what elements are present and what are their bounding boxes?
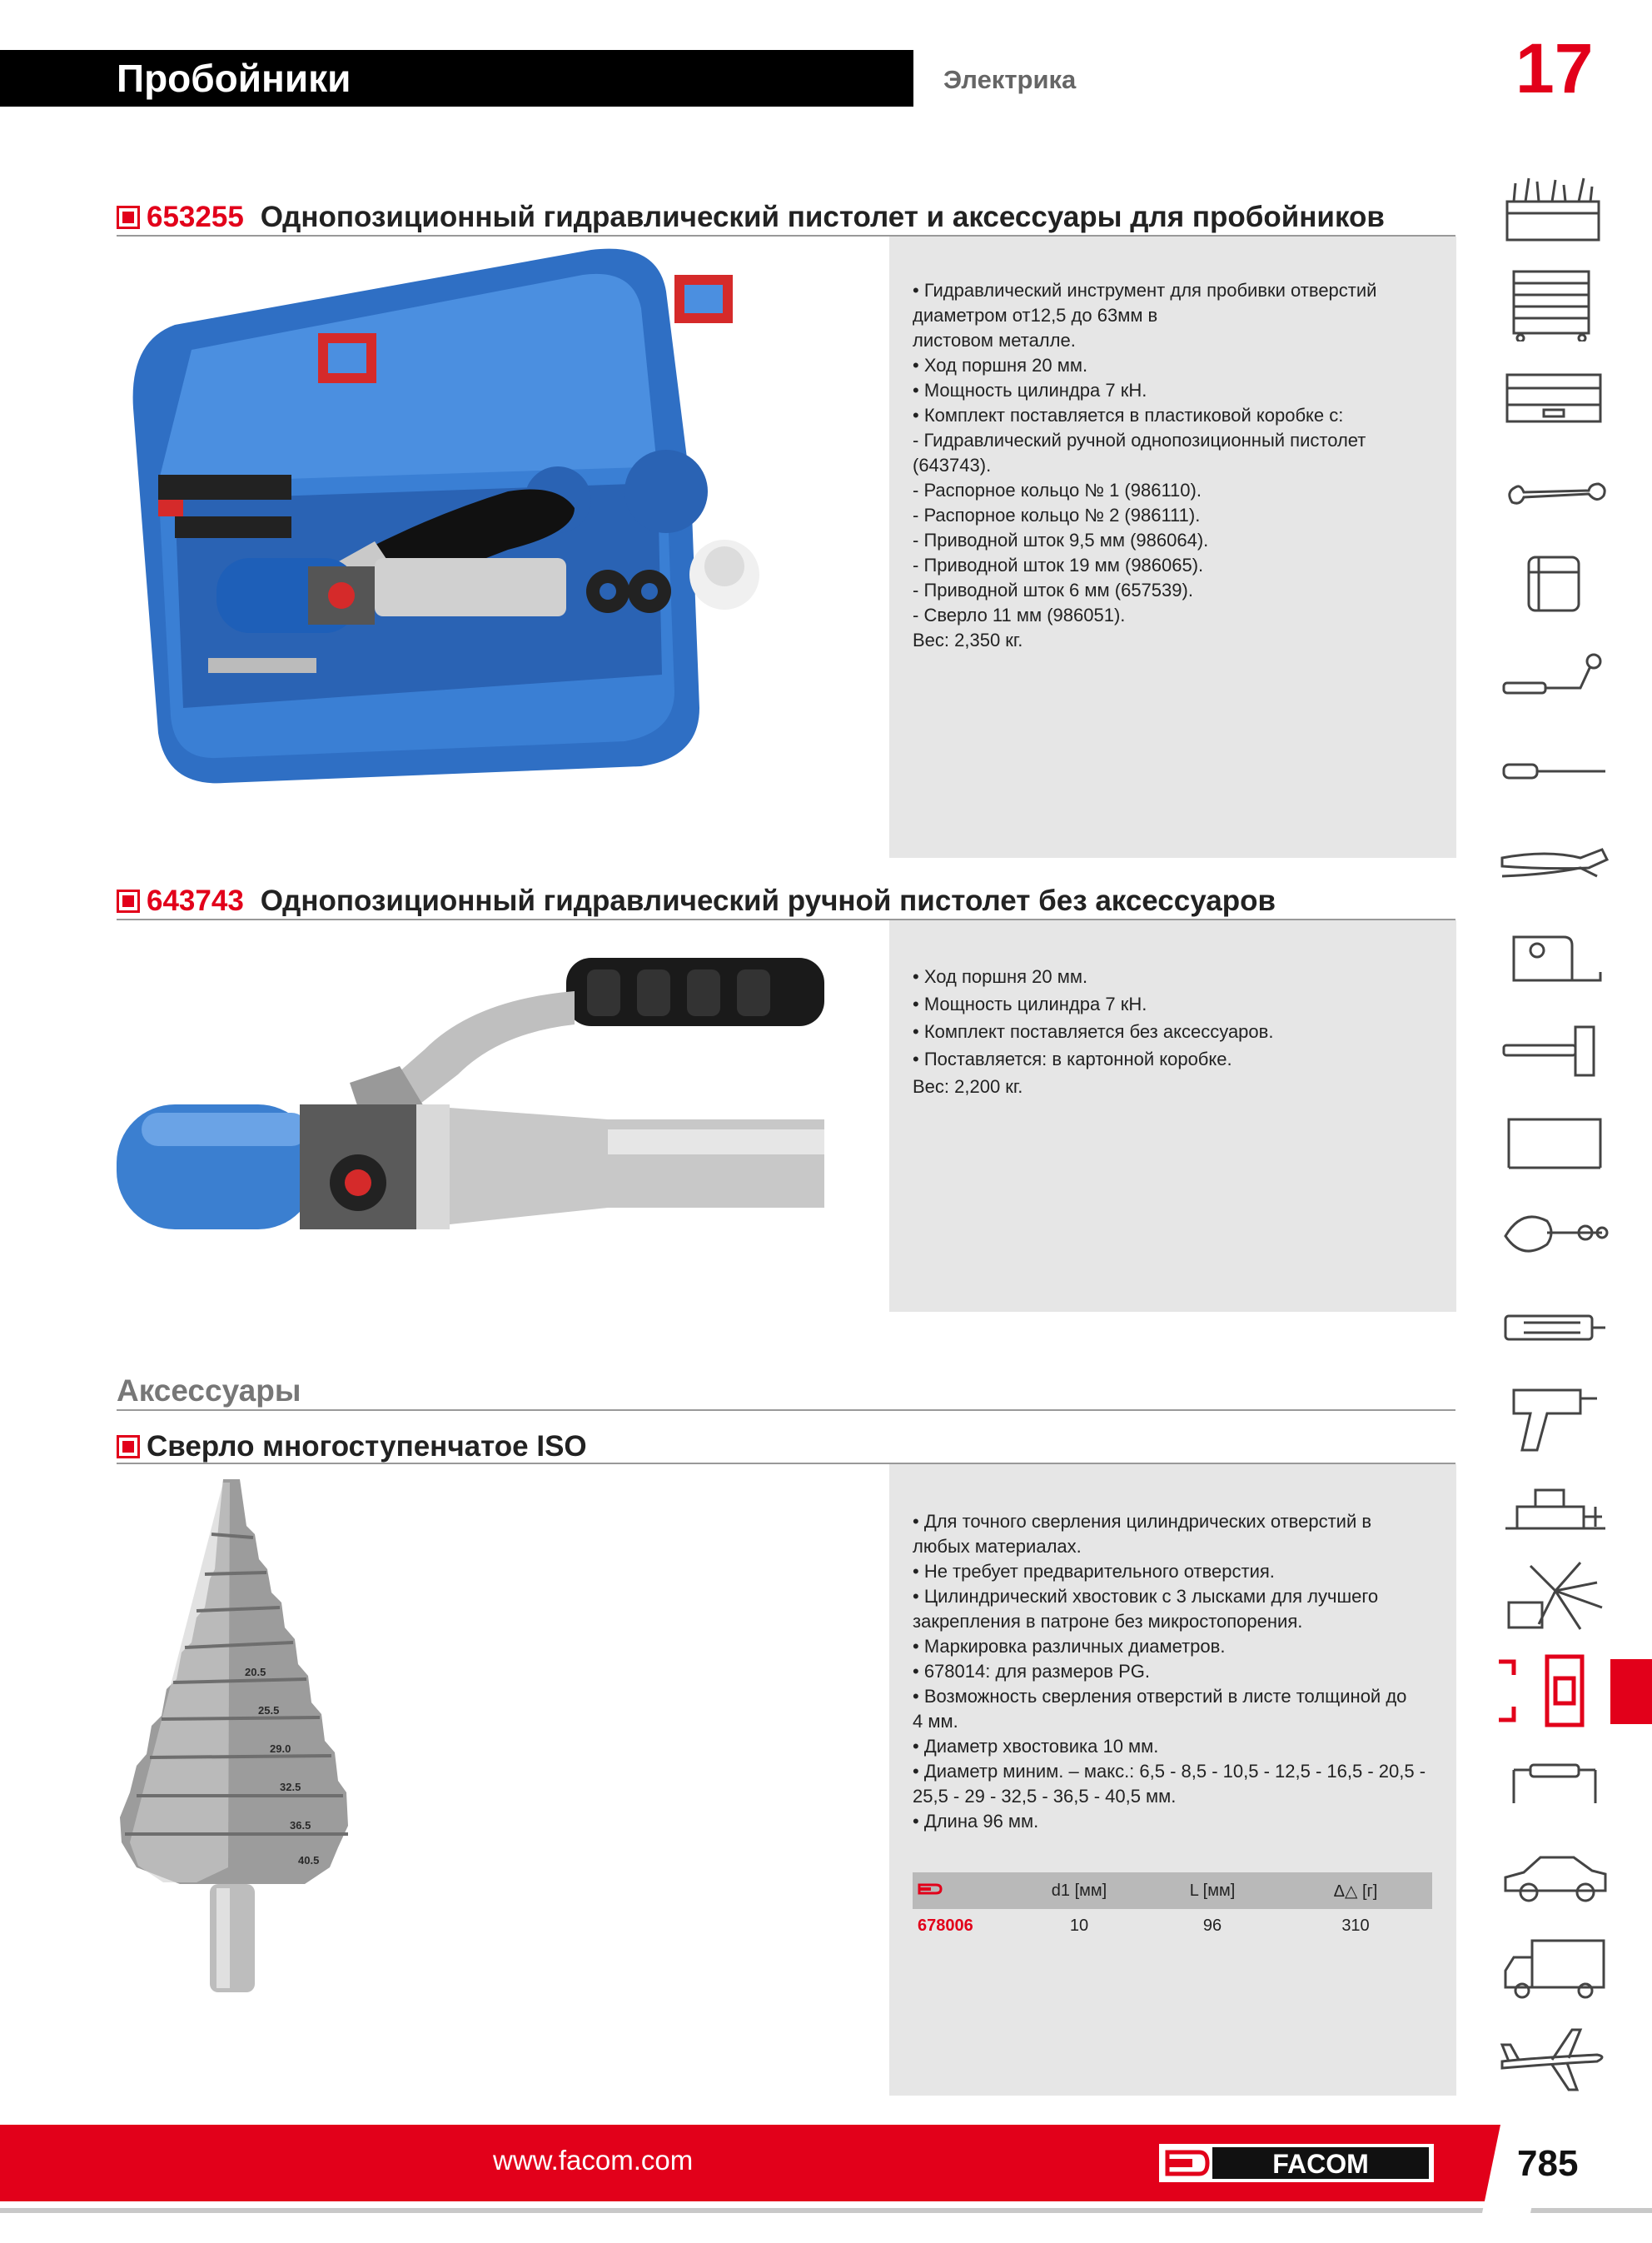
chapter-number: 17 bbox=[1515, 29, 1594, 107]
hacksaw-icon[interactable] bbox=[1497, 1108, 1614, 1183]
desc-line: - Приводной шток 19 мм (986065). bbox=[913, 555, 1204, 576]
product2-heading bbox=[117, 882, 1276, 920]
desc-line: - Распорное кольцо № 2 (986111). bbox=[913, 505, 1201, 526]
case-kit-image bbox=[125, 242, 791, 808]
drill-mark: 36.5 bbox=[290, 1819, 311, 1832]
desc-line: • Мощность цилиндра 7 кН. bbox=[913, 380, 1147, 401]
reference-icon bbox=[913, 1882, 1013, 1901]
tape-measure-icon[interactable] bbox=[1497, 920, 1614, 995]
drill-mark: 20.5 bbox=[245, 1666, 266, 1678]
row-mass: 310 bbox=[1341, 1916, 1370, 1935]
accessory-description bbox=[913, 1509, 1426, 1834]
red-square-icon bbox=[117, 1435, 140, 1458]
desc-line: - Распорное кольцо № 1 (986110). bbox=[913, 480, 1202, 501]
desc-line: листовом металле. bbox=[913, 330, 1076, 351]
drill-mark: 25.5 bbox=[258, 1704, 280, 1717]
product2-code: 643743 bbox=[147, 885, 244, 917]
product1-description bbox=[913, 278, 1376, 653]
desc-line: • Мощность цилиндра 7 кН. bbox=[913, 994, 1147, 1014]
wrench-icon[interactable] bbox=[1497, 454, 1614, 529]
mass-icon: Δ△ bbox=[1333, 1882, 1358, 1901]
screwdriver-icon[interactable] bbox=[1497, 733, 1614, 808]
pliers-icon[interactable] bbox=[1497, 825, 1614, 900]
col-mass-unit: [г] bbox=[1361, 1882, 1378, 1901]
active-section-tab bbox=[1610, 1659, 1652, 1724]
step-drill-image bbox=[113, 1476, 363, 2001]
product1-code: 653255 bbox=[147, 201, 244, 233]
toolbox-icon[interactable] bbox=[1497, 172, 1614, 247]
desc-line: 4 мм. bbox=[913, 1711, 958, 1732]
airplane-icon[interactable] bbox=[1497, 2020, 1614, 2095]
footer-url[interactable]: www.facom.com bbox=[493, 2145, 694, 2176]
electrical-icon[interactable] bbox=[1497, 1653, 1614, 1728]
page-number: 785 bbox=[1517, 2143, 1579, 2184]
product1-title: Однопозиционный гидравлический пистолет и аксессуары для пробойников bbox=[260, 201, 1385, 233]
page-subtitle: Электрика bbox=[943, 65, 1077, 94]
desc-line: (643743). bbox=[913, 455, 992, 476]
footer-rule bbox=[0, 2208, 1652, 2213]
desc-line: - Гидравлический ручной однопозиционный пистолет bbox=[913, 430, 1366, 451]
desc-line: • Диаметр хвостовика 10 мм. bbox=[913, 1736, 1159, 1757]
desc-line: • Комплект поставляется без аксессуаров. bbox=[913, 1021, 1274, 1042]
desc-line: • Комплект поставляется в пластиковой коробке с: bbox=[913, 405, 1344, 426]
hydraulic-gun-image bbox=[108, 941, 841, 1241]
col-d1: d1 [мм] bbox=[1051, 1881, 1107, 1900]
desc-line: • Маркировка различных диаметров. bbox=[913, 1636, 1226, 1657]
product2-title: Однопозиционный гидравлический ручной пистолет без аксессуаров bbox=[260, 885, 1276, 917]
page-title: Пробойники bbox=[117, 57, 351, 100]
table-row bbox=[913, 1909, 1432, 1942]
desc-line: • Возможность сверления отверстий в листе толщиной до bbox=[913, 1686, 1407, 1707]
desc-line: 25,5 - 29 - 32,5 - 36,5 - 40,5 мм. bbox=[913, 1786, 1177, 1807]
puller-icon[interactable] bbox=[1497, 1199, 1614, 1274]
product1-heading bbox=[117, 198, 1385, 237]
product2-description bbox=[913, 963, 1273, 1100]
desc-line: Вес: 2,200 кг. bbox=[913, 1076, 1023, 1097]
tester-icon[interactable] bbox=[1497, 1291, 1614, 1366]
spec-table-header bbox=[913, 1872, 1432, 1909]
desc-line: - Сверло 11 мм (986051). bbox=[913, 605, 1126, 626]
desc-line: - Приводной шток 9,5 мм (986064). bbox=[913, 530, 1209, 551]
spec-table bbox=[913, 1872, 1432, 1942]
desc-line: любых материалах. bbox=[913, 1536, 1082, 1557]
desc-line: • Диаметр миним. – макс.: 6,5 - 8,5 - 10,5 - 12,5 - 16,5 - 20,5 - bbox=[913, 1761, 1426, 1782]
socket-icon[interactable] bbox=[1497, 546, 1614, 621]
accessory-title: Сверло многоступенчатое ISO bbox=[147, 1430, 587, 1463]
brand-name: FACOM bbox=[1272, 2149, 1369, 2179]
desc-line: • Не требует предварительного отверстия. bbox=[913, 1561, 1275, 1582]
red-square-icon bbox=[117, 206, 140, 229]
hammer-icon[interactable] bbox=[1497, 1012, 1614, 1087]
desc-line: • Цилиндрический хвостовик с 3 лысками для лучшего bbox=[913, 1586, 1379, 1607]
desc-line: • Поставляется: в картонной коробке. bbox=[913, 1049, 1232, 1069]
desc-line: • Для точного сверления цилиндрических отверстий в bbox=[913, 1511, 1372, 1532]
row-d1: 10 bbox=[1069, 1916, 1089, 1935]
desc-line: • Ход поршня 20 мм. bbox=[913, 355, 1088, 376]
drill-mark: 29.0 bbox=[270, 1742, 291, 1755]
impact-wrench-icon[interactable] bbox=[1497, 1378, 1614, 1453]
desc-line: • 678014: для размеров PG. bbox=[913, 1661, 1150, 1682]
desc-line: - Приводной шток 6 мм (657539). bbox=[913, 580, 1193, 601]
desc-line: закрепления в патроне без микростопорения. bbox=[913, 1611, 1303, 1632]
desc-line: • Ход поршня 20 мм. bbox=[913, 966, 1088, 987]
welding-icon[interactable] bbox=[1497, 1558, 1614, 1632]
facom-logo bbox=[1159, 2142, 1434, 2184]
truck-icon[interactable] bbox=[1497, 1932, 1614, 2007]
accessories-title: Аксессуары bbox=[117, 1373, 301, 1408]
drill-mark: 40.5 bbox=[298, 1854, 320, 1867]
red-square-icon bbox=[117, 890, 140, 913]
row-length: 96 bbox=[1202, 1916, 1222, 1935]
col-length: L [мм] bbox=[1189, 1881, 1236, 1900]
drill-mark: 32.5 bbox=[280, 1781, 301, 1793]
clamp-icon[interactable] bbox=[1497, 1745, 1614, 1820]
col-mass bbox=[1279, 1881, 1432, 1902]
ratchet-icon[interactable] bbox=[1497, 641, 1614, 716]
desc-line: Вес: 2,350 кг. bbox=[913, 630, 1023, 650]
desc-line: • Гидравлический инструмент для пробивки отверстий bbox=[913, 280, 1377, 301]
vise-icon[interactable] bbox=[1497, 1470, 1614, 1545]
tool-cabinet-icon[interactable] bbox=[1497, 267, 1614, 341]
row-reference: 678006 bbox=[918, 1916, 973, 1935]
accessory-heading bbox=[117, 1428, 587, 1466]
section-divider bbox=[117, 1409, 1455, 1411]
tool-drawer-icon[interactable] bbox=[1497, 358, 1614, 433]
desc-line: • Длина 96 мм. bbox=[913, 1811, 1039, 1832]
desc-line: диаметром от12,5 до 63мм в bbox=[913, 305, 1158, 326]
car-icon[interactable] bbox=[1497, 1841, 1614, 1916]
